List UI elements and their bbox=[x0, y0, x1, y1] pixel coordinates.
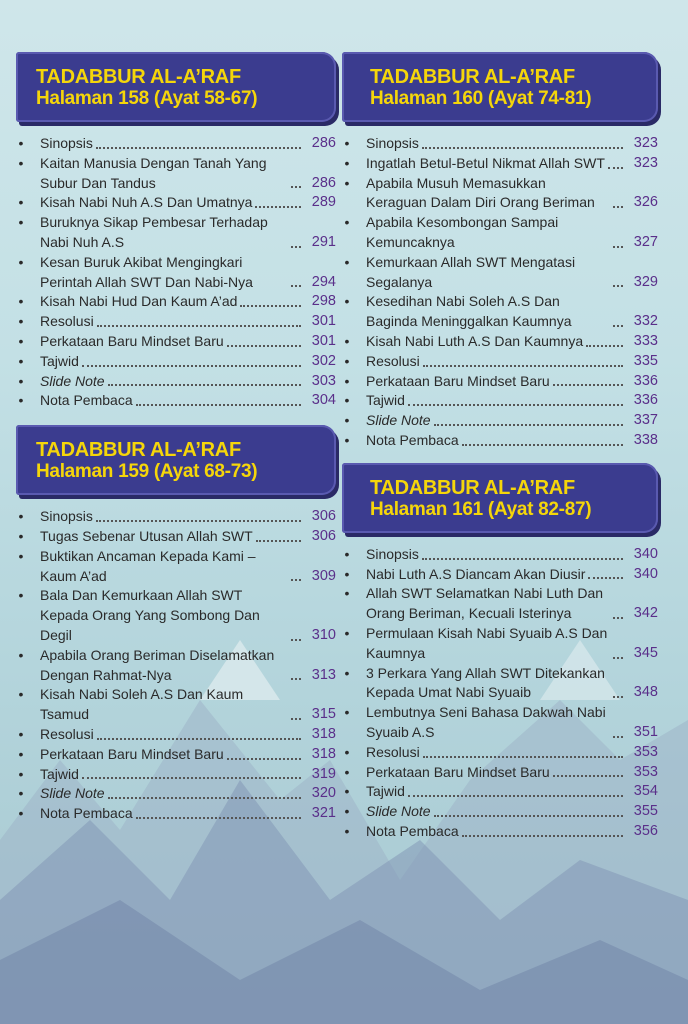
dot-leader bbox=[462, 444, 623, 446]
bullet-icon: • bbox=[18, 805, 24, 822]
toc-entry bbox=[342, 664, 658, 704]
toc-entry-page: 286 bbox=[311, 135, 336, 151]
toc-entry-page: 289 bbox=[311, 194, 336, 211]
toc-entry bbox=[342, 763, 658, 783]
toc-entry bbox=[16, 332, 336, 352]
bullet-icon: • bbox=[344, 293, 350, 310]
bullet-icon: • bbox=[18, 332, 24, 349]
toc-entry-page: 348 bbox=[633, 684, 658, 701]
section-159 bbox=[16, 425, 336, 824]
bullet-icon: • bbox=[344, 332, 350, 349]
toc-entry bbox=[16, 765, 336, 785]
bullet-icon: • bbox=[344, 624, 350, 641]
toc-entry bbox=[342, 431, 658, 451]
toc-entry bbox=[16, 547, 336, 587]
toc-entry bbox=[16, 804, 336, 824]
section-subtitle: Halaman 159 (Ayat 68-73) bbox=[36, 461, 258, 483]
toc-entry-title: Nota Pembaca bbox=[40, 805, 133, 822]
toc-entry-title: Permulaan Kisah Nabi Syuaib A.S Dan Kaumnya bbox=[366, 624, 608, 661]
toc-entry-page: 356 bbox=[633, 822, 658, 839]
bullet-icon: • bbox=[18, 135, 24, 151]
toc-entry bbox=[342, 822, 658, 842]
toc-entry-title: Tugas Sebenar Utusan Allah SWT bbox=[40, 527, 253, 544]
bullet-icon: • bbox=[18, 587, 24, 604]
bullet-icon: • bbox=[18, 547, 24, 564]
toc-entry bbox=[16, 193, 336, 213]
toc-entry-page: 291 bbox=[311, 233, 336, 250]
bullet-icon: • bbox=[18, 686, 24, 703]
bullet-icon: • bbox=[344, 214, 350, 231]
toc-entry-title: Kisah Nabi Soleh A.S Dan Kaum Tsamud bbox=[40, 686, 244, 723]
toc-entry-page: 338 bbox=[633, 431, 658, 448]
toc-entry-title: Tajwid bbox=[40, 352, 79, 369]
toc-entry-page: 336 bbox=[633, 372, 658, 389]
toc-entry-page: 304 bbox=[311, 392, 336, 409]
dot-leader bbox=[291, 186, 301, 188]
toc-entry bbox=[342, 292, 658, 332]
dot-leader bbox=[108, 797, 301, 799]
toc-entry-page: 353 bbox=[633, 763, 658, 780]
toc-entry bbox=[342, 332, 658, 352]
bullet-icon: • bbox=[18, 352, 24, 369]
bullet-icon: • bbox=[18, 785, 24, 802]
bullet-icon: • bbox=[344, 565, 350, 582]
dot-leader bbox=[255, 206, 301, 208]
toc-entry-title: Slide Note bbox=[366, 803, 431, 820]
toc-entry-title: Perkataan Baru Mindset Baru bbox=[366, 372, 550, 389]
dot-leader bbox=[462, 835, 623, 837]
bullet-icon: • bbox=[18, 508, 24, 525]
toc-entry bbox=[342, 743, 658, 763]
dot-leader bbox=[613, 206, 623, 208]
toc-entry-page: 294 bbox=[311, 273, 336, 290]
toc-entry-page: 342 bbox=[633, 605, 658, 622]
bullet-icon: • bbox=[18, 253, 24, 270]
toc-entry-page: 320 bbox=[311, 785, 336, 802]
bullet-icon: • bbox=[344, 822, 350, 839]
toc-entry-page: 354 bbox=[633, 783, 658, 800]
toc-entry bbox=[342, 391, 658, 411]
toc-entry-title: Slide Note bbox=[366, 412, 431, 429]
dot-leader bbox=[586, 345, 623, 347]
section-subtitle: Halaman 161 (Ayat 82-87) bbox=[370, 498, 592, 520]
right-column bbox=[342, 52, 658, 842]
dot-leader bbox=[613, 696, 623, 698]
toc-entry bbox=[342, 352, 658, 372]
dot-leader bbox=[588, 577, 623, 579]
toc-entry-title: Perkataan Baru Mindset Baru bbox=[40, 332, 224, 349]
bullet-icon: • bbox=[344, 783, 350, 800]
dot-leader bbox=[291, 678, 301, 680]
toc-entry-page: 355 bbox=[633, 803, 658, 820]
section-banner bbox=[342, 52, 658, 122]
dot-leader bbox=[423, 756, 623, 758]
dot-leader bbox=[613, 736, 623, 738]
toc-entry bbox=[16, 725, 336, 745]
dot-leader bbox=[96, 520, 301, 522]
toc-entry-title: Lembutnya Seni Bahasa Dakwah Nabi Syuaib A.S bbox=[366, 704, 606, 740]
toc-entry bbox=[342, 545, 658, 565]
bullet-icon: • bbox=[344, 431, 350, 448]
toc-entry-page: 323 bbox=[633, 135, 658, 151]
toc-entry-page: 326 bbox=[633, 194, 658, 211]
bullet-icon: • bbox=[18, 372, 24, 389]
toc-entry-title: Perkataan Baru Mindset Baru bbox=[40, 745, 224, 762]
toc-entry bbox=[16, 292, 336, 312]
bullet-icon: • bbox=[344, 412, 350, 429]
toc-entry-title: Buktikan Ancaman Kepada Kami – Kaum A’ad bbox=[40, 547, 256, 584]
bullet-icon: • bbox=[344, 545, 350, 562]
toc-entry-page: 310 bbox=[311, 626, 336, 643]
toc-entry-page: 337 bbox=[633, 412, 658, 429]
toc-entry-title: Apabila Musuh Memasukkan Keraguan Dalam Diri Orang Beriman bbox=[366, 174, 595, 211]
toc-entry-title: Kemurkaan Allah SWT Mengatasi Segalanya bbox=[366, 253, 576, 290]
toc-entry-page: 301 bbox=[311, 332, 336, 349]
section-banner bbox=[16, 425, 336, 495]
toc-entry bbox=[342, 174, 658, 214]
dot-leader bbox=[256, 540, 301, 542]
toc-entry-title: Kesan Buruk Akibat Mengingkari Perintah Allah SWT Dan Nabi-Nya bbox=[40, 253, 253, 290]
toc-entry-page: 286 bbox=[311, 174, 336, 191]
bullet-icon: • bbox=[18, 725, 24, 742]
section-banner bbox=[342, 463, 658, 533]
bullet-icon: • bbox=[18, 293, 24, 310]
dot-leader bbox=[553, 384, 623, 386]
toc-entry bbox=[16, 253, 336, 293]
left-column bbox=[16, 52, 336, 824]
toc-entry-page: 353 bbox=[633, 743, 658, 760]
toc-entry bbox=[16, 586, 336, 645]
dot-leader bbox=[613, 617, 623, 619]
toc-entry bbox=[342, 584, 658, 624]
toc-entry-title: Nota Pembaca bbox=[366, 431, 459, 448]
toc-entry-page: 319 bbox=[311, 765, 336, 782]
dot-leader bbox=[434, 424, 623, 426]
toc-entry bbox=[342, 154, 658, 174]
dot-leader bbox=[96, 147, 301, 149]
dot-leader bbox=[613, 246, 623, 248]
toc-entry bbox=[16, 312, 336, 332]
toc-entry-page: 313 bbox=[311, 666, 336, 683]
toc-entry bbox=[342, 565, 658, 585]
toc-entry-title: Kisah Nabi Nuh A.S Dan Umatnya bbox=[40, 194, 253, 211]
dot-leader bbox=[227, 758, 301, 760]
section-title: TADABBUR AL-A’RAF bbox=[36, 66, 241, 88]
bullet-icon: • bbox=[18, 313, 24, 330]
toc-entry bbox=[342, 782, 658, 802]
toc-entry-title: Sinopsis bbox=[366, 545, 419, 562]
toc-entry-page: 303 bbox=[311, 372, 336, 389]
toc-entry-page: 332 bbox=[633, 313, 658, 330]
toc-entry-page: 335 bbox=[633, 352, 658, 369]
toc-entry-page: 340 bbox=[633, 545, 658, 562]
toc-entry-title: Resolusi bbox=[40, 313, 94, 330]
toc-entry-title: Bala Dan Kemurkaan Allah SWT Kepada Orang Yang Sombong Dan Degil bbox=[40, 587, 260, 643]
toc-entry-title: Kisah Nabi Hud Dan Kaum A’ad bbox=[40, 293, 238, 310]
bullet-icon: • bbox=[344, 704, 350, 721]
bullet-icon: • bbox=[344, 154, 350, 171]
toc-entry bbox=[16, 391, 336, 411]
section-title: TADABBUR AL-A’RAF bbox=[370, 66, 575, 88]
toc-entry-page: 315 bbox=[311, 706, 336, 723]
toc-entry-page: 301 bbox=[311, 313, 336, 330]
dot-leader bbox=[291, 285, 301, 287]
bullet-icon: • bbox=[344, 352, 350, 369]
section-banner bbox=[16, 52, 336, 122]
bullet-icon: • bbox=[344, 372, 350, 389]
toc-entry-title: Kesedihan Nabi Soleh A.S Dan Baginda Meninggalkan Kaumnya bbox=[366, 293, 572, 330]
toc-entry bbox=[16, 507, 336, 527]
toc-entry bbox=[342, 802, 658, 822]
dot-leader bbox=[291, 718, 301, 720]
dot-leader bbox=[408, 404, 623, 406]
toc-entry bbox=[16, 784, 336, 804]
toc-entry-page: 345 bbox=[633, 644, 658, 661]
toc-list bbox=[342, 545, 658, 842]
dot-leader bbox=[553, 775, 623, 777]
toc-list bbox=[16, 507, 336, 824]
dot-leader bbox=[227, 345, 301, 347]
toc-entry-title: Allah SWT Selamatkan Nabi Luth Dan Orang Beriman, Kecuali Isterinya bbox=[366, 585, 604, 622]
toc-entry-title: Kaitan Manusia Dengan Tanah Yang Subur Dan Tandus bbox=[40, 154, 267, 191]
section-subtitle: Halaman 158 (Ayat 58-67) bbox=[36, 88, 258, 109]
toc-entry-title: Tajwid bbox=[366, 392, 405, 409]
bullet-icon: • bbox=[18, 745, 24, 762]
toc-entry bbox=[16, 745, 336, 765]
toc-entry-title: Sinopsis bbox=[40, 508, 93, 525]
bullet-icon: • bbox=[344, 803, 350, 820]
toc-entry-page: 318 bbox=[311, 725, 336, 742]
toc-entry bbox=[16, 372, 336, 392]
toc-entry-page: 340 bbox=[633, 565, 658, 582]
toc-entry bbox=[342, 411, 658, 431]
toc-entry-page: 298 bbox=[311, 293, 336, 310]
bullet-icon: • bbox=[344, 174, 350, 191]
toc-entry-page: 333 bbox=[633, 332, 658, 349]
toc-entry-page: 336 bbox=[633, 392, 658, 409]
toc-entry bbox=[16, 685, 336, 725]
dot-leader bbox=[608, 167, 623, 169]
bullet-icon: • bbox=[344, 253, 350, 270]
toc-entry-title: Kisah Nabi Luth A.S Dan Kaumnya bbox=[366, 332, 584, 349]
section-subtitle: Halaman 160 (Ayat 74-81) bbox=[370, 88, 592, 109]
toc-entry-title: Apabila Orang Beriman Diselamatkan Dengan Rahmat-Nya bbox=[40, 646, 275, 683]
dot-leader bbox=[613, 285, 623, 287]
section-title: TADABBUR AL-A’RAF bbox=[370, 476, 575, 499]
toc-entry bbox=[342, 372, 658, 392]
bullet-icon: • bbox=[18, 646, 24, 663]
toc-entry bbox=[16, 646, 336, 686]
dot-leader bbox=[434, 815, 623, 817]
dot-leader bbox=[240, 305, 301, 307]
toc-entry bbox=[342, 624, 658, 664]
bullet-icon: • bbox=[18, 392, 24, 409]
toc-entry-title: Ingatlah Betul-Betul Nikmat Allah SWT bbox=[366, 154, 605, 171]
dot-leader bbox=[613, 325, 623, 327]
toc-entry-page: 323 bbox=[633, 154, 658, 171]
toc-entry-title: Buruknya Sikap Pembesar Terhadap Nabi Nuh A.S bbox=[40, 214, 268, 250]
toc-entry-title: Resolusi bbox=[40, 725, 94, 742]
toc-entry-title: Sinopsis bbox=[40, 135, 93, 151]
dot-leader bbox=[423, 365, 623, 367]
dot-leader bbox=[82, 777, 301, 779]
toc-entry bbox=[16, 352, 336, 372]
toc-entry-title: Apabila Kesombongan Sampai Kemuncaknya bbox=[366, 214, 559, 250]
toc-entry bbox=[16, 527, 336, 547]
dot-leader bbox=[82, 365, 301, 367]
toc-list bbox=[16, 134, 336, 411]
toc-entry-page: 306 bbox=[311, 527, 336, 544]
bullet-icon: • bbox=[18, 194, 24, 211]
toc-list bbox=[342, 134, 658, 451]
bullet-icon: • bbox=[18, 765, 24, 782]
toc-entry-title: Nota Pembaca bbox=[40, 392, 133, 409]
toc-entry bbox=[342, 134, 658, 154]
toc-entry-page: 321 bbox=[311, 805, 336, 822]
section-title: TADABBUR AL-A’RAF bbox=[36, 439, 241, 462]
dot-leader bbox=[136, 817, 301, 819]
dot-leader bbox=[97, 738, 301, 740]
bullet-icon: • bbox=[18, 527, 24, 544]
toc-entry bbox=[342, 703, 658, 743]
dot-leader bbox=[291, 639, 301, 641]
toc-entry-title: Perkataan Baru Mindset Baru bbox=[366, 763, 550, 780]
toc-entry bbox=[16, 134, 336, 154]
dot-leader bbox=[422, 147, 623, 149]
bullet-icon: • bbox=[344, 743, 350, 760]
section-161 bbox=[342, 463, 658, 842]
bullet-icon: • bbox=[344, 585, 350, 602]
dot-leader bbox=[291, 246, 301, 248]
bullet-icon: • bbox=[344, 392, 350, 409]
toc-entry bbox=[342, 213, 658, 253]
toc-entry-page: 306 bbox=[311, 508, 336, 525]
dot-leader bbox=[291, 579, 301, 581]
bullet-icon: • bbox=[18, 214, 24, 231]
dot-leader bbox=[613, 657, 623, 659]
toc-entry-title: 3 Perkara Yang Allah SWT Ditekankan Kepada Umat Nabi Syuaib bbox=[366, 664, 605, 701]
toc-entry-page: 302 bbox=[311, 352, 336, 369]
bullet-icon: • bbox=[344, 135, 350, 151]
toc-entry-title: Resolusi bbox=[366, 743, 420, 760]
toc-entry bbox=[342, 253, 658, 293]
toc-entry-title: Sinopsis bbox=[366, 135, 419, 151]
dot-leader bbox=[108, 384, 301, 386]
bullet-icon: • bbox=[344, 664, 350, 681]
toc-entry-page: 318 bbox=[311, 745, 336, 762]
toc-entry-title: Resolusi bbox=[366, 352, 420, 369]
dot-leader bbox=[422, 558, 623, 560]
bullet-icon: • bbox=[18, 154, 24, 171]
dot-leader bbox=[408, 795, 623, 797]
toc-entry-page: 327 bbox=[633, 233, 658, 250]
toc-entry-page: 309 bbox=[311, 567, 336, 584]
section-158 bbox=[16, 52, 336, 411]
toc-entry-page: 351 bbox=[633, 723, 658, 740]
dot-leader bbox=[97, 325, 301, 327]
toc-entry-title: Slide Note bbox=[40, 372, 105, 389]
toc-entry-title: Nabi Luth A.S Diancam Akan Diusir bbox=[366, 565, 586, 582]
toc-entry-title: Tajwid bbox=[40, 765, 79, 782]
section-160 bbox=[342, 52, 658, 451]
dot-leader bbox=[136, 404, 301, 406]
toc-entry bbox=[16, 154, 336, 194]
bullet-icon: • bbox=[344, 763, 350, 780]
toc-entry-title: Tajwid bbox=[366, 783, 405, 800]
toc-entry-page: 329 bbox=[633, 273, 658, 290]
toc-entry-title: Slide Note bbox=[40, 785, 105, 802]
toc-entry bbox=[16, 213, 336, 253]
toc-entry-title: Nota Pembaca bbox=[366, 822, 459, 839]
